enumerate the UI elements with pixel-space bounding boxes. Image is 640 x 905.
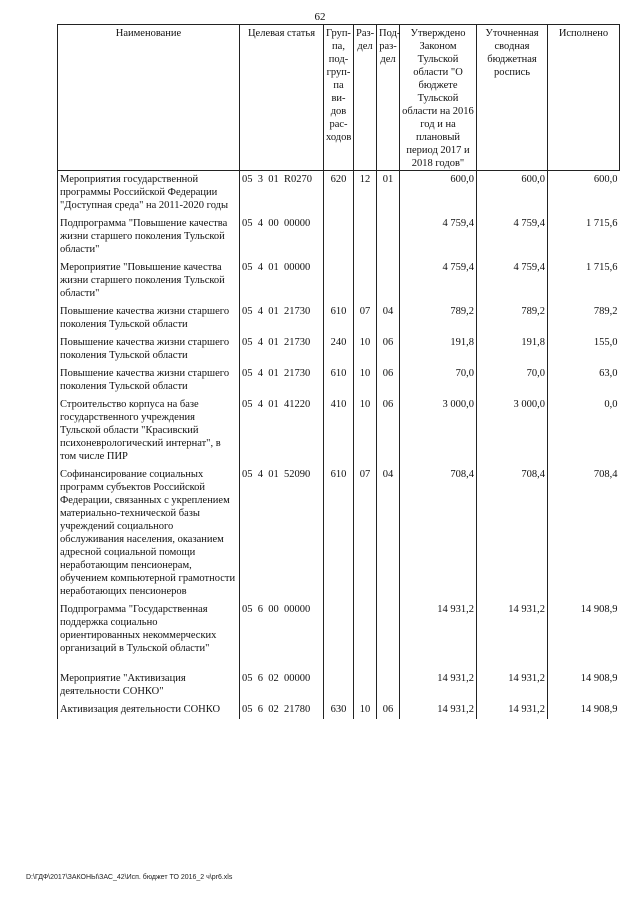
table-row xyxy=(58,334,620,365)
spacer-cell xyxy=(324,658,354,670)
cell-target: 05 4 01 21730 xyxy=(240,334,324,365)
cell-subsection xyxy=(377,259,400,303)
cell-executed: 1 715,6 xyxy=(548,215,620,259)
table-header-row xyxy=(58,25,620,171)
header-refined: Уточненная сводная бюджетная роспись xyxy=(477,25,548,171)
cell-name: Мероприятие "Повышение качества жизни старшего поколения Тульской области" xyxy=(58,259,240,303)
cell-subsection: 01 xyxy=(377,171,400,216)
cell-approved: 70,0 xyxy=(400,365,477,396)
cell-refined: 14 931,2 xyxy=(477,670,548,701)
cell-name: Повышение качества жизни старшего поколения Тульской области xyxy=(58,303,240,334)
spacer-cell xyxy=(477,658,548,670)
cell-subsection: 04 xyxy=(377,303,400,334)
cell-section: 10 xyxy=(354,334,377,365)
table-row xyxy=(58,171,620,216)
cell-approved: 789,2 xyxy=(400,303,477,334)
table-row xyxy=(58,466,620,601)
cell-group xyxy=(324,215,354,259)
cell-name: Активизация деятельности СОНКО xyxy=(58,701,240,719)
cell-approved: 14 931,2 xyxy=(400,601,477,658)
row-spacer xyxy=(58,658,620,670)
cell-approved: 4 759,4 xyxy=(400,215,477,259)
table-row xyxy=(58,701,620,719)
cell-subsection: 06 xyxy=(377,701,400,719)
table-row xyxy=(58,670,620,701)
header-target: Целевая статья xyxy=(240,25,324,171)
cell-target: 05 4 01 21730 xyxy=(240,303,324,334)
cell-section: 07 xyxy=(354,303,377,334)
cell-executed: 789,2 xyxy=(548,303,620,334)
cell-name: Повышение качества жизни старшего поколения Тульской области xyxy=(58,365,240,396)
table-row xyxy=(58,396,620,466)
spacer-cell xyxy=(400,658,477,670)
cell-section xyxy=(354,259,377,303)
spacer-cell xyxy=(354,658,377,670)
cell-name: Повышение качества жизни старшего поколения Тульской области xyxy=(58,334,240,365)
cell-target: 05 4 01 00000 xyxy=(240,259,324,303)
cell-approved: 708,4 xyxy=(400,466,477,601)
cell-refined: 4 759,4 xyxy=(477,215,548,259)
cell-group: 630 xyxy=(324,701,354,719)
table-row xyxy=(58,215,620,259)
table-row xyxy=(58,259,620,303)
cell-refined: 70,0 xyxy=(477,365,548,396)
cell-executed: 14 908,9 xyxy=(548,670,620,701)
file-path-footer: D:\ГДФ\2017\ЗАКОНЫ\ЗАС_42\Исп. бюджет ТО 2016_2 ч\pr6.xls xyxy=(26,874,233,881)
header-name: Наименование xyxy=(58,25,240,171)
cell-target: 05 3 01 R0270 xyxy=(240,171,324,216)
cell-group: 610 xyxy=(324,466,354,601)
cell-name: Софинансирование социальных программ субъектов Российской Федерации, связанных с укреплением материально-технической базы учреждений социального обслуживания населения, оказанием адресной социальной помощи неработающим пенсионерам, обучением компьютерной грамотности неработающих пенсионеров xyxy=(58,466,240,601)
spacer-cell xyxy=(240,658,324,670)
cell-executed: 600,0 xyxy=(548,171,620,216)
cell-section xyxy=(354,215,377,259)
cell-name: Строительство корпуса на базе государственного учреждения Тульской области "Красивский психоневрологический интернат", в том числе ПИР xyxy=(58,396,240,466)
cell-target: 05 4 00 00000 xyxy=(240,215,324,259)
cell-group: 240 xyxy=(324,334,354,365)
cell-refined: 708,4 xyxy=(477,466,548,601)
header-executed: Исполнено xyxy=(548,25,620,171)
header-approved: Утверждено Законом Тульской области "О бюджете Тульской области на 2016 год и на плановый период 2017 и 2018 годов" xyxy=(400,25,477,171)
cell-group: 610 xyxy=(324,365,354,396)
cell-name: Подпрограмма "Повышение качества жизни старшего поколения Тульской области" xyxy=(58,215,240,259)
cell-refined: 3 000,0 xyxy=(477,396,548,466)
page-number: 62 xyxy=(314,11,326,23)
cell-subsection: 06 xyxy=(377,365,400,396)
cell-executed: 0,0 xyxy=(548,396,620,466)
cell-refined: 14 931,2 xyxy=(477,601,548,658)
cell-executed: 63,0 xyxy=(548,365,620,396)
cell-section: 07 xyxy=(354,466,377,601)
cell-approved: 14 931,2 xyxy=(400,670,477,701)
cell-section xyxy=(354,601,377,658)
cell-section: 10 xyxy=(354,701,377,719)
cell-group: 620 xyxy=(324,171,354,216)
cell-refined: 14 931,2 xyxy=(477,701,548,719)
cell-approved: 191,8 xyxy=(400,334,477,365)
header-group: Груп-па, под-груп-па ви-дов рас-ходов xyxy=(324,25,354,171)
cell-subsection: 06 xyxy=(377,334,400,365)
cell-approved: 600,0 xyxy=(400,171,477,216)
cell-section: 12 xyxy=(354,171,377,216)
table-row xyxy=(58,365,620,396)
spacer-cell xyxy=(58,658,240,670)
cell-group xyxy=(324,601,354,658)
cell-refined: 191,8 xyxy=(477,334,548,365)
spacer-cell xyxy=(548,658,620,670)
cell-name: Подпрограмма "Государственная поддержка социально ориентированных некоммерческих организаций в Тульской области" xyxy=(58,601,240,658)
cell-name: Мероприятия государственной программы Российской Федерации "Доступная среда" на 2011-2020 годы xyxy=(58,171,240,216)
cell-section: 10 xyxy=(354,365,377,396)
header-section: Раз-дел xyxy=(354,25,377,171)
budget-table xyxy=(57,24,620,719)
cell-target: 05 4 01 52090 xyxy=(240,466,324,601)
cell-group: 410 xyxy=(324,396,354,466)
cell-executed: 155,0 xyxy=(548,334,620,365)
cell-section: 10 xyxy=(354,396,377,466)
cell-subsection xyxy=(377,601,400,658)
cell-executed: 14 908,9 xyxy=(548,701,620,719)
cell-executed: 708,4 xyxy=(548,466,620,601)
cell-name: Мероприятие "Активизация деятельности СОНКО" xyxy=(58,670,240,701)
cell-refined: 600,0 xyxy=(477,171,548,216)
cell-target: 05 4 01 21730 xyxy=(240,365,324,396)
cell-section xyxy=(354,670,377,701)
spacer-cell xyxy=(377,658,400,670)
cell-target: 05 6 02 21780 xyxy=(240,701,324,719)
table-body xyxy=(58,171,620,720)
cell-refined: 789,2 xyxy=(477,303,548,334)
header-subsection: Под-раз-дел xyxy=(377,25,400,171)
cell-group: 610 xyxy=(324,303,354,334)
cell-approved: 14 931,2 xyxy=(400,701,477,719)
cell-target: 05 6 02 00000 xyxy=(240,670,324,701)
cell-executed: 14 908,9 xyxy=(548,601,620,658)
cell-target: 05 4 01 41220 xyxy=(240,396,324,466)
cell-refined: 4 759,4 xyxy=(477,259,548,303)
cell-subsection: 06 xyxy=(377,396,400,466)
cell-approved: 3 000,0 xyxy=(400,396,477,466)
cell-subsection: 04 xyxy=(377,466,400,601)
cell-approved: 4 759,4 xyxy=(400,259,477,303)
cell-subsection xyxy=(377,215,400,259)
cell-target: 05 6 00 00000 xyxy=(240,601,324,658)
table-row xyxy=(58,303,620,334)
table-row xyxy=(58,601,620,658)
cell-executed: 1 715,6 xyxy=(548,259,620,303)
cell-group xyxy=(324,259,354,303)
cell-subsection xyxy=(377,670,400,701)
cell-group xyxy=(324,670,354,701)
